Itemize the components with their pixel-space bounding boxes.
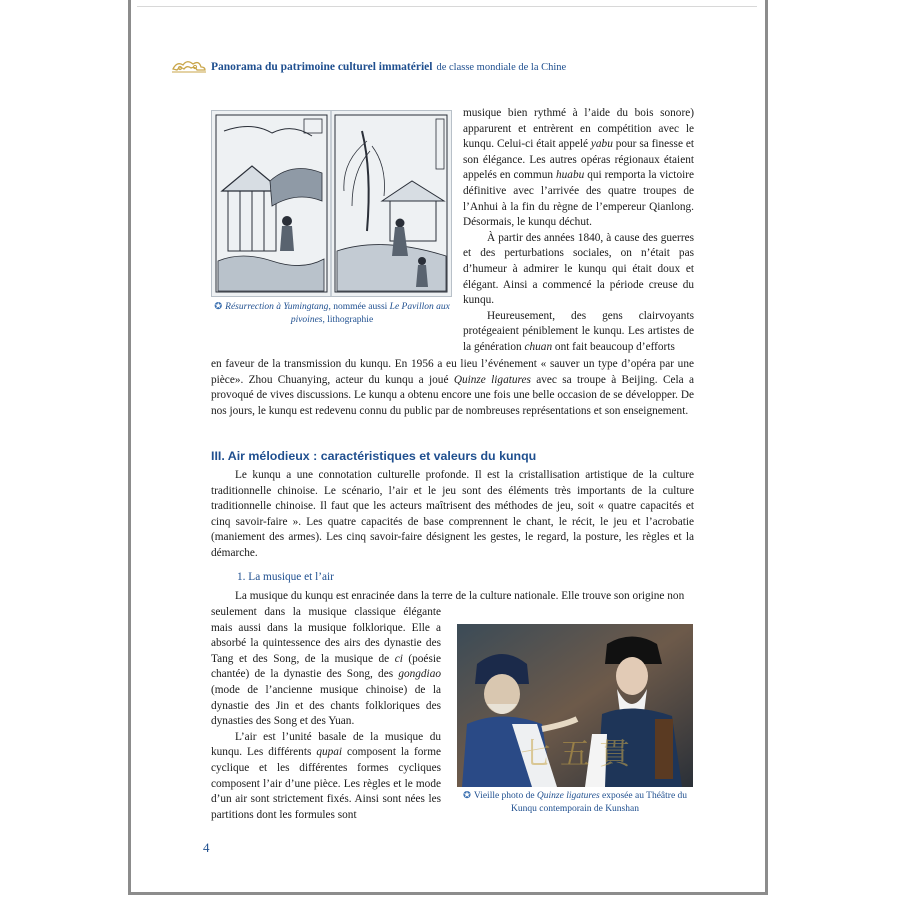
paragraph <box>463 106 694 231</box>
italic-term: huabu <box>556 169 585 182</box>
page-number: 4 <box>203 840 210 855</box>
text-run: seulement dans la musique classique élégante mais aussi dans la musique folklorique. Elle a absorbé la quintessence des airs des dynastie des Tang et des Song, de la musique de <box>211 606 441 665</box>
text-run: ont fait beaucoup d’efforts <box>552 340 675 353</box>
page-top-rule <box>137 6 757 7</box>
paragraph <box>211 605 441 730</box>
page-content <box>131 0 765 892</box>
photo-watermark: 七 五 貫 <box>520 737 630 772</box>
text-run: en faveur de la transmission du kunqu. En 1956 a eu lieu l’événement « sauver un type d’opéra par une pièce». Zhou Chuanying, acteur du kunqu a joué <box>211 358 694 386</box>
document-page[interactable] <box>128 0 768 895</box>
caption-title-italic: Résurrection à Yumingtang <box>225 302 329 312</box>
left-column-text <box>211 605 441 823</box>
text-run: composent la forme cyclique et les différentes formes cycliques composent l’air d’une pièce. Les règles et le mode d’un air sont strictement fixés. Ainsi sont nées les partitions dont les formules sont <box>211 746 441 821</box>
figure1-caption <box>209 301 455 326</box>
lithograph-image <box>211 110 452 297</box>
paragraph: La musique du kunqu est enracinée dans la terre de la culture nationale. Elle trouve son origine non <box>235 590 685 602</box>
full-width-paragraph <box>211 357 694 419</box>
caption-text: Vieille photo de <box>473 791 537 801</box>
paragraph: À partir des années 1840, à cause des guerres et des perturbations sociales, on n’était pas d’humeur à admirer le kunqu qui était doux et élégant. Ainsi a commencé la période creuse du kunqu. <box>463 231 694 307</box>
italic-term: ci <box>394 652 403 665</box>
italic-term: qupai <box>316 746 343 759</box>
text-run: Heureusement, des gens clairvoyants protégeaient péniblement le kunqu. Les artistes de la génération <box>463 309 694 353</box>
subsection-heading: 1. La musique et l’air <box>237 571 334 583</box>
section-paragraph <box>211 468 694 562</box>
text-run: (poésie chantée) de la dynastie des Song, des <box>211 652 441 681</box>
italic-term: yabu <box>590 138 613 151</box>
lithograph-illustration <box>212 111 451 296</box>
running-header <box>171 57 566 77</box>
caption-text: , nommée aussi <box>328 302 390 312</box>
caption-flower-icon: ✪ <box>214 302 223 312</box>
paragraph <box>463 309 694 356</box>
paragraph <box>211 357 694 419</box>
paragraph: Le kunqu a une connotation culturelle profonde. Il est la cristallisation artistique de la culture traditionnelle chinoise. Le scénario, l’air et le jeu sont des éléments très importants de la culture traditionnelle chinoise. Il faut que les acteurs maîtrisent des méthodes de jeu, soit « quatre capacités et cinq savoir-faire ». Les quatre capacités de base comprennent le chant, le récit, le jeu et l’acrobatie (maniement des armes). Les cinq savoir-faire désignent les gestes, le regard, la posture, les règles et la démarche. <box>211 469 694 559</box>
text-run: (mode de l’ancienne musique chinoise) de la dynastie des Jin et des chants folkloriques des dynasties des Song et des Yuan. <box>211 683 441 728</box>
text-run: L’air est l’unité basale de la musique du kunqu. Les différents <box>211 730 441 759</box>
header-subtitle: de classe mondiale de la Chine <box>436 61 567 73</box>
right-column-text <box>463 106 694 356</box>
opera-photo <box>457 624 693 787</box>
italic-term: chuan <box>524 340 553 353</box>
cloud-ornament-icon <box>171 57 207 77</box>
caption-text-end: exposée au Théâtre du Kunqu contemporain de Kunshan <box>511 791 688 814</box>
text-run: avec sa troupe à Beijing. Cela a provoqué de vives discussions. Le kunqu a obtenu encore une fois une belle occasion de se développer. De nos jours, le kunqu est redevenu connu du public par de nombreuses représentations et son enseignement. <box>211 373 695 417</box>
caption-title-italic2: Le Pavillon aux pivoines <box>290 302 450 325</box>
caption-text-end: , lithographie <box>322 314 374 325</box>
music-intro-line <box>211 589 694 605</box>
header-title: Panorama du patrimoine culturel immatériel <box>211 61 433 73</box>
paragraph <box>211 730 441 824</box>
text-run: pour sa finesse et son élégance. Les autres opéras régionaux étaient appelés en commun <box>463 138 694 182</box>
caption-title-italic: Quinze ligatures <box>536 791 600 801</box>
figure2-caption <box>453 790 697 815</box>
opera-photo-illustration <box>457 624 693 787</box>
caption-flower-icon: ✪ <box>462 791 471 801</box>
text-run: musique bien rythmé à l’aide du bois sonore) apparurent et entrèrent en compétition avec le kunqu. Celui-ci était appelé <box>463 107 694 151</box>
text-run: qui remporta la victoire définitive avec l’arrivée des quatre troupes de l’Anhui à la fin du règne de l’empereur Qianlong. Désormais, le kunqu déchut. <box>463 169 695 229</box>
section-heading: III. Air mélodieux : caractéristiques et valeurs du kunqu <box>211 449 537 463</box>
italic-term: gongdiao <box>398 668 441 681</box>
italic-term: Quinze ligatures <box>453 373 531 386</box>
